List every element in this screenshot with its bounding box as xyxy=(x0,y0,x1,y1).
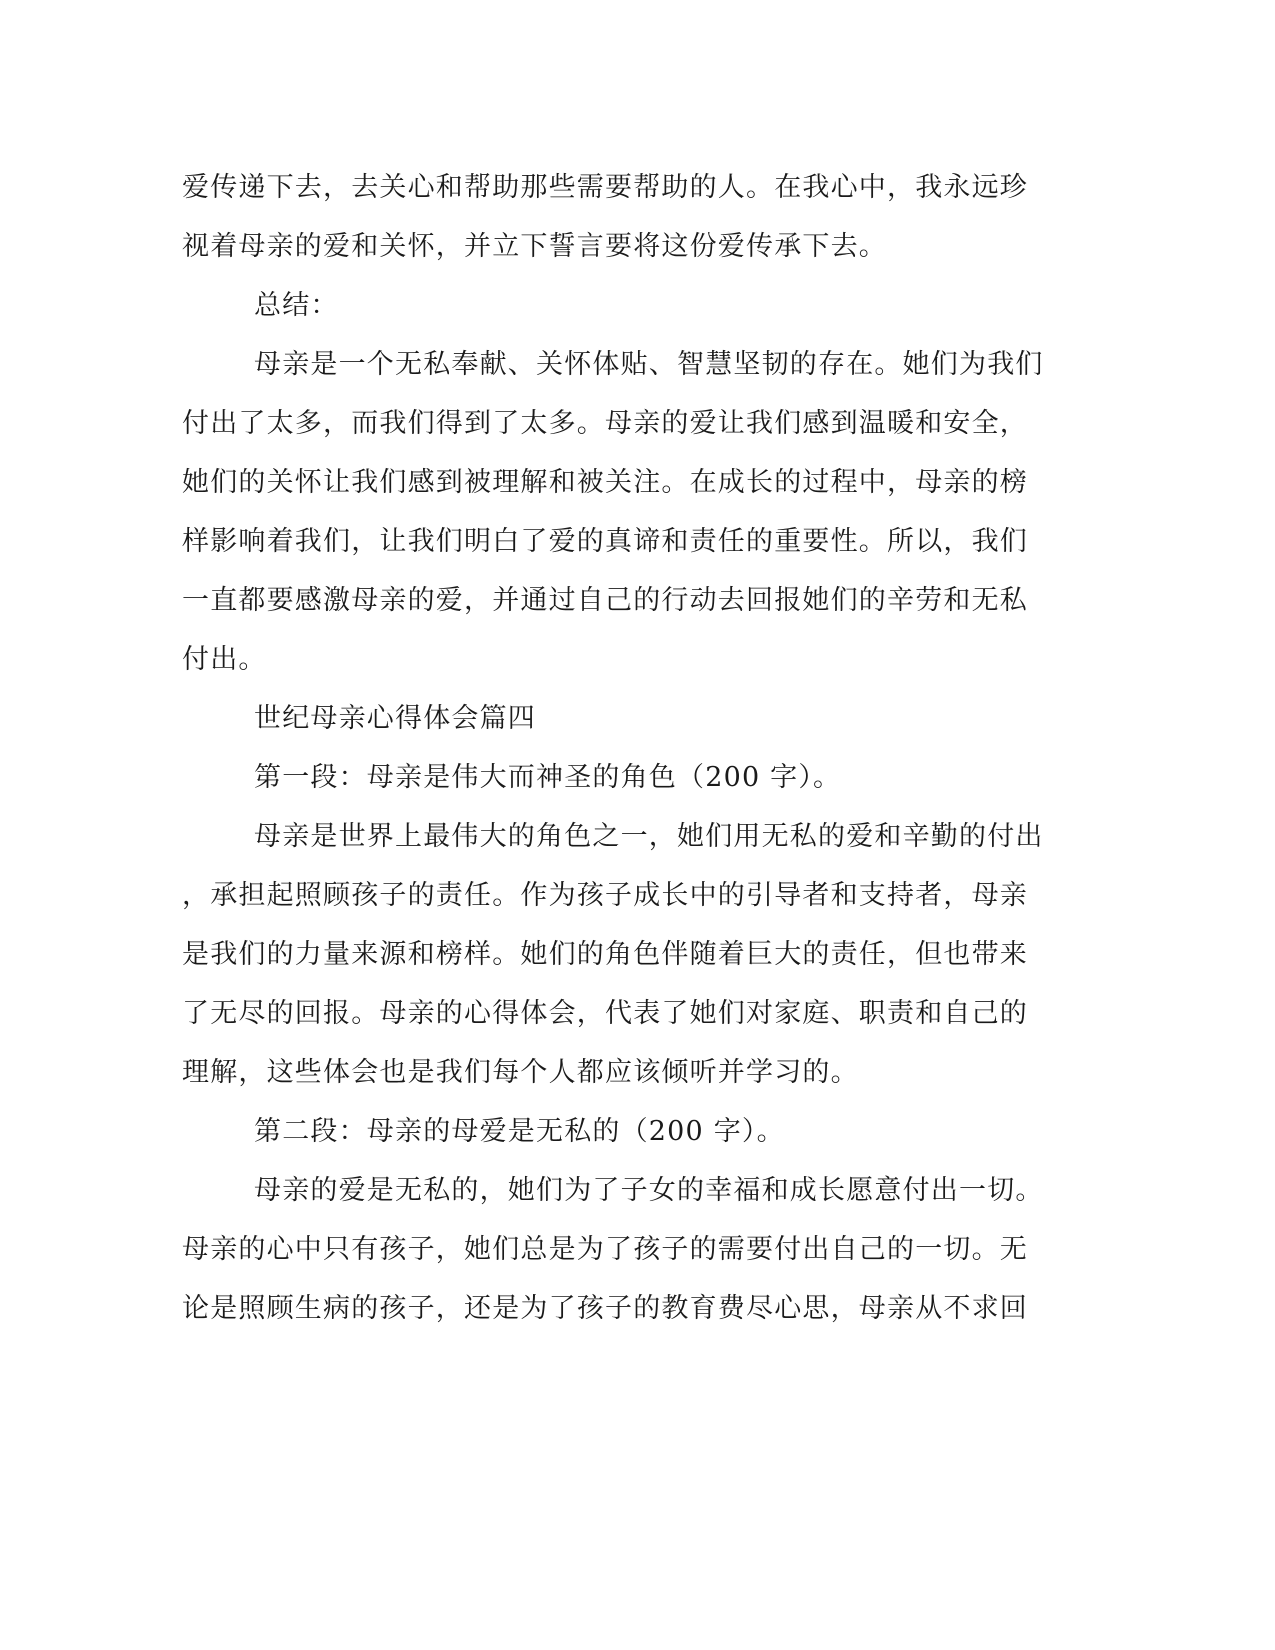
text-line: ，承担起照顾孩子的责任。作为孩子成长中的引导者和支持者，母亲 xyxy=(182,880,1028,911)
text-line: 样影响着我们，让我们明白了爱的真谛和责任的重要性。所以，我们 xyxy=(182,526,1028,557)
text-line: 了无尽的回报。母亲的心得体会，代表了她们对家庭、职责和自己的 xyxy=(182,998,1028,1029)
text-line: 母亲的心中只有孩子，她们总是为了孩子的需要付出自己的一切。无 xyxy=(182,1234,1028,1265)
text-line: 论是照顾生病的孩子，还是为了孩子的教育费尽心思，母亲从不求回 xyxy=(182,1293,1028,1324)
paragraph-heading: 第二段：母亲的母爱是无私的（200 字）。 xyxy=(254,1116,785,1147)
text-line: 付出了太多，而我们得到了太多。母亲的爱让我们感到温暖和安全， xyxy=(182,408,1028,439)
text-line: 一直都要感激母亲的爱，并通过自己的行动去回报她们的辛劳和无私 xyxy=(182,585,1028,616)
text-line: 母亲的爱是无私的，她们为了子女的幸福和成长愿意付出一切。 xyxy=(254,1175,1044,1206)
text-line: 视着母亲的爱和关怀，并立下誓言要将这份爱传承下去。 xyxy=(182,231,887,262)
text-line: 是我们的力量来源和榜样。她们的角色伴随着巨大的责任，但也带来 xyxy=(182,939,1028,970)
section-title: 世纪母亲心得体会篇四 xyxy=(254,703,536,734)
text-line: 理解，这些体会也是我们每个人都应该倾听并学习的。 xyxy=(182,1057,859,1088)
text-line: 付出。 xyxy=(182,644,267,675)
summary-heading: 总结： xyxy=(254,290,339,321)
text-line: 母亲是世界上最伟大的角色之一，她们用无私的爱和辛勤的付出 xyxy=(254,821,1044,852)
document-body xyxy=(182,158,1052,1338)
text-line: 母亲是一个无私奉献、关怀体贴、智慧坚韧的存在。她们为我们 xyxy=(254,349,1044,380)
paragraph-heading: 第一段：母亲是伟大而神圣的角色（200 字）。 xyxy=(254,762,842,793)
text-line: 爱传递下去，去关心和帮助那些需要帮助的人。在我心中，我永远珍 xyxy=(182,172,1028,203)
text-line: 她们的关怀让我们感到被理解和被关注。在成长的过程中，母亲的榜 xyxy=(182,467,1028,498)
